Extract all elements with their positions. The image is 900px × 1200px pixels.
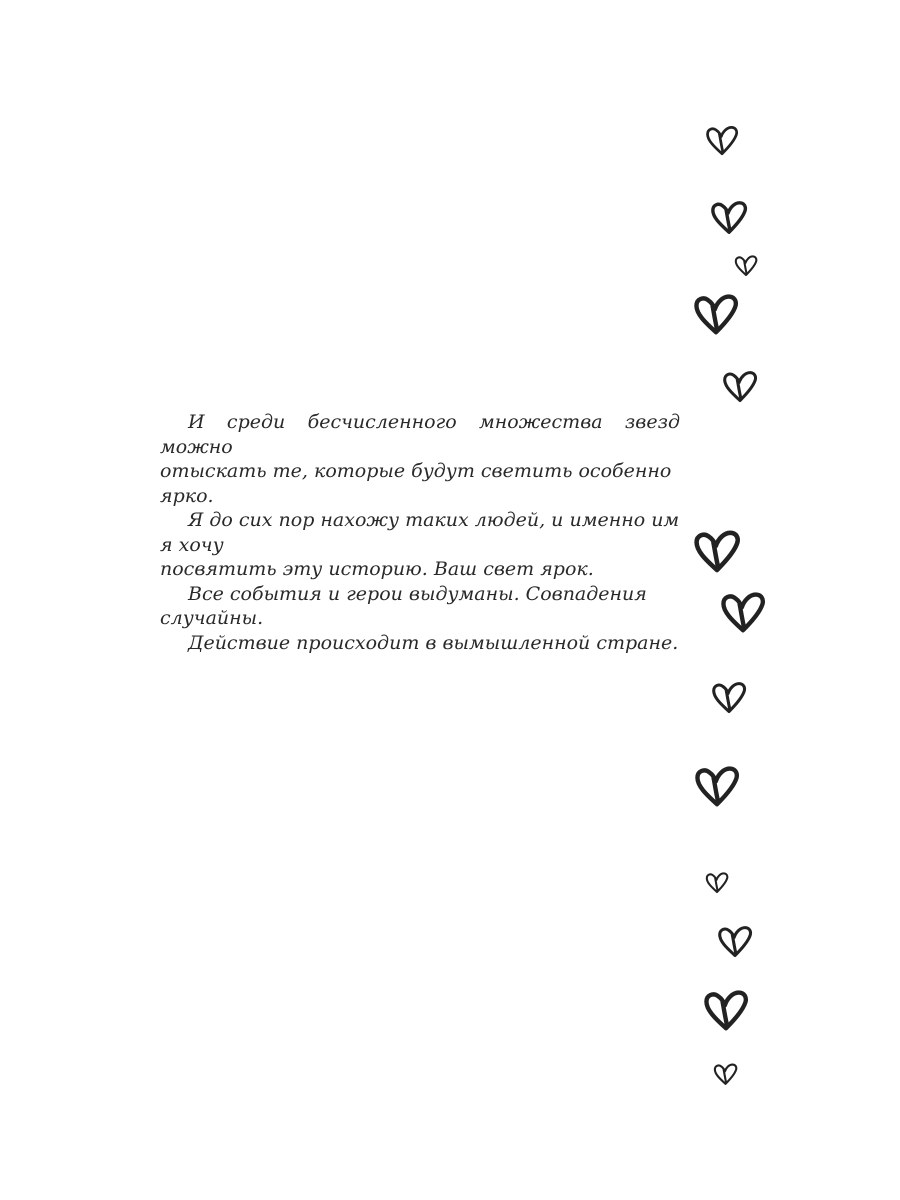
epigraph-line-1: И среди бесчисленного множества звезд можно <box>160 411 680 458</box>
heart-icon <box>710 200 748 236</box>
heart-icon <box>734 255 758 277</box>
heart-icon <box>703 990 749 1032</box>
epigraph-line-6: Действие происходит в вымышленной стране. <box>188 631 679 654</box>
epigraph-line-4: посвятить эту историю. Ваш свет ярок. <box>160 558 594 580</box>
heart-icon <box>722 370 758 404</box>
heart-icon <box>693 530 741 574</box>
heart-icon <box>693 294 739 336</box>
heart-icon <box>720 592 766 634</box>
heart-icon <box>713 1063 738 1086</box>
heart-icon <box>717 925 753 959</box>
epigraph-line-5: Все события и герои выдуманы. Совпадения случайны. <box>160 582 647 629</box>
epigraph-line-3: Я до сих пор нахожу таких людей, и именно им я хочу <box>160 509 680 556</box>
heart-icon <box>705 872 729 894</box>
heart-icon <box>711 681 747 715</box>
heart-icon <box>705 125 739 157</box>
epigraph-line-2: отыскать те, которые будут светить особенно ярко. <box>160 460 672 507</box>
heart-icon <box>694 766 740 808</box>
epigraph <box>160 410 680 655</box>
